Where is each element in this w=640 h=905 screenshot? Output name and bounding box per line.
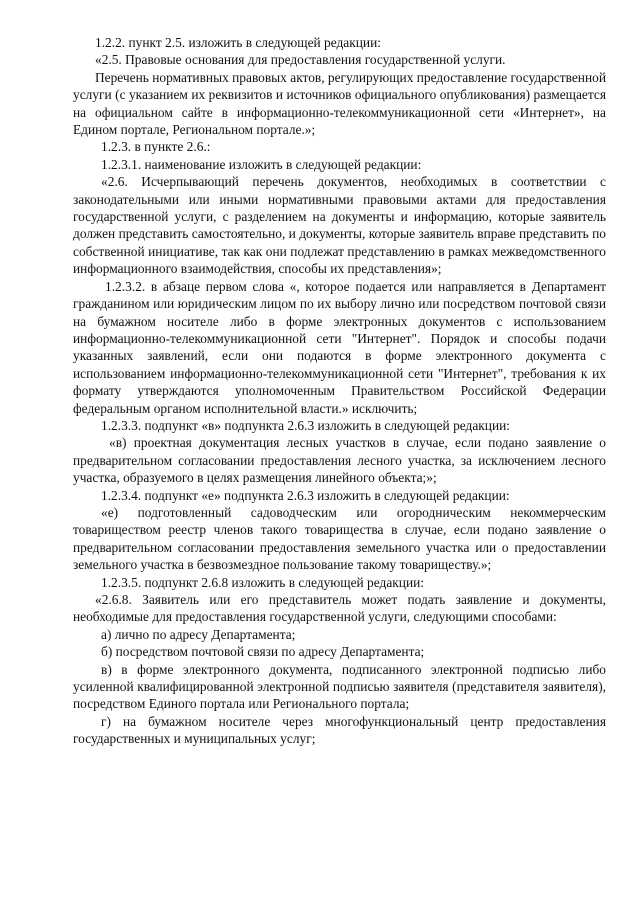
paragraph: 1.2.3.5. подпункт 2.6.8 изложить в следующей редакции: [101,574,425,590]
paragraph: 1.2.3.3. подпункт «в» подпункта 2.6.3 изложить в следующей редакции: [101,417,511,433]
paragraph: «2.6.8. Заявитель или его представитель может подать заявление и документы, необходимые для предоставления государственной услуги, следующими способами: [73,592,606,625]
paragraph: «2.5. Правовые основания для предоставления государственной услуги. [95,52,506,68]
paragraph: «е) подготовленный садоводческим или огородническим некоммерческим товариществом реестр членов такого товарищества в случае, если подано заявление о предварительном согласовании предоставления земельного участка или о предоставлении земельного участка в безвозмездное пользование такому товариществу.»; [73,504,606,573]
paragraph: 1.2.3.2. в абзаце первом слова «, которое подается или направляется в Департамент гражданином или юридическим лицом по их выбору лично или посредством почтовой связи на бумажном носителе либо в форме электронных документов с использованием информационно-телекоммуникационной сети "Интернет". Порядок и способы подачи указанных заявлений, если они подаются в форме электронного документа с использованием информационно-телекоммуникационной сети "Интернет", требования к их формату утверждаются уполномоченным Правительством Российской Федерации федеральным органом исполнительной власти.» исключить; [73,278,606,416]
paragraph: 1.2.3. в пункте 2.6.: [101,139,211,155]
paragraph: а) лично по адресу Департамента; [101,626,296,642]
paragraph: 1.2.2. пункт 2.5. изложить в следующей редакции: [95,35,381,50]
paragraph: б) посредством почтовой связи по адресу Департамента; [101,644,425,660]
paragraph: «в) проектная документация лесных участков в случае, если подано заявление о предварительном согласовании предоставления лесного участка, за исключением лесного участка, образуемого в целях размещения линейного объекта;»; [73,435,606,486]
paragraph: в) в форме электронного документа, подписанного электронной подписью либо усиленной квалифицированной электронной подписью заявителя (представителя заявителя), посредством Единого портала или Регионального портала; [73,661,606,712]
paragraph: «2.6. Исчерпывающий перечень документов, необходимых в соответствии с законодательными или иными нормативными правовыми актами для предоставления государственной услуги, с разделением на документы и информацию, которые заявитель должен представить самостоятельно, и документы, которые заявитель вправе представить по собственной инициативе, так как они подлежат представлению в рамках межведомственного информационного взаимодействия, способы их представления»; [73,174,606,277]
paragraph: г) на бумажном носителе через многофункциональный центр предоставления государственных и муниципальных услуг; [73,713,606,747]
paragraph: 1.2.3.4. подпункт «е» подпункта 2.6.3 изложить в следующей редакции: [101,487,510,503]
paragraph: Перечень нормативных правовых актов, регулирующих предоставление государственной услуги (с указанием их реквизитов и источников официального опубликования) размещается на официальном сайте в информационно-телекоммуникационной сети «Интернет», на Едином портале, Региональном портале.»; [73,69,606,138]
paragraph: 1.2.3.1. наименование изложить в следующей редакции: [101,156,422,172]
